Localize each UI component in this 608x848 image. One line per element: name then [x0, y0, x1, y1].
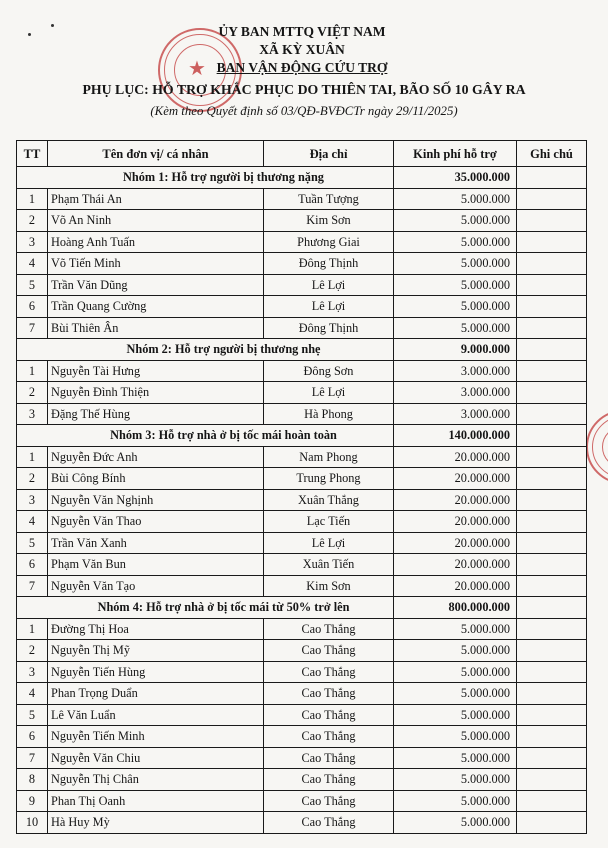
row-amount: 20.000.000	[394, 554, 517, 576]
table-row	[17, 231, 587, 253]
group-note-cell	[517, 339, 587, 361]
row-name: Nguyễn Văn Thao	[48, 511, 264, 533]
row-address: Cao Thắng	[264, 704, 394, 726]
group-total: 140.000.000	[394, 425, 517, 447]
org-name-line3: BAN VẬN ĐỘNG CỨU TRỢ	[216, 60, 388, 75]
table-row	[17, 790, 587, 812]
row-address: Cao Thắng	[264, 747, 394, 769]
row-tt: 2	[17, 210, 48, 232]
table-row	[17, 317, 587, 339]
row-note	[517, 790, 587, 812]
group-label: Nhóm 1: Hỗ trợ người bị thương nặng	[17, 167, 394, 189]
table-row	[17, 188, 587, 210]
group-header-row	[17, 425, 587, 447]
row-amount: 5.000.000	[394, 747, 517, 769]
row-tt: 2	[17, 640, 48, 662]
col-header-address: Địa chỉ	[264, 141, 394, 167]
document-subtitle: (Kèm theo Quyết định số 03/QĐ-BVĐCTr ngày 29/11/2025)	[150, 104, 458, 118]
row-note	[517, 747, 587, 769]
row-tt: 6	[17, 296, 48, 318]
row-note	[517, 231, 587, 253]
row-tt: 4	[17, 683, 48, 705]
row-amount: 5.000.000	[394, 296, 517, 318]
row-amount: 20.000.000	[394, 532, 517, 554]
table-body	[17, 167, 587, 834]
row-amount: 20.000.000	[394, 446, 517, 468]
row-address: Cao Thắng	[264, 661, 394, 683]
row-amount: 3.000.000	[394, 382, 517, 404]
row-tt: 6	[17, 554, 48, 576]
row-note	[517, 554, 587, 576]
row-amount: 5.000.000	[394, 317, 517, 339]
row-name: Hà Huy Mỳ	[48, 812, 264, 834]
row-name: Nguyễn Văn Tạo	[48, 575, 264, 597]
row-address: Cao Thắng	[264, 769, 394, 791]
row-note	[517, 726, 587, 748]
row-tt: 1	[17, 360, 48, 382]
row-name: Hoàng Anh Tuấn	[48, 231, 264, 253]
table-row	[17, 403, 587, 425]
row-address: Cao Thắng	[264, 618, 394, 640]
row-tt: 3	[17, 489, 48, 511]
row-amount: 5.000.000	[394, 253, 517, 275]
table-row	[17, 360, 587, 382]
row-name: Bùi Công Bính	[48, 468, 264, 490]
group-note-cell	[517, 425, 587, 447]
row-address: Xuân Thắng	[264, 489, 394, 511]
row-address: Lê Lợi	[264, 532, 394, 554]
row-address: Cao Thắng	[264, 812, 394, 834]
row-note	[517, 274, 587, 296]
table-row	[17, 554, 587, 576]
row-name: Nguyễn Đức Anh	[48, 446, 264, 468]
row-tt: 10	[17, 812, 48, 834]
row-amount: 5.000.000	[394, 274, 517, 296]
org-name-line1: ỦY BAN MTTQ VIỆT NAM	[218, 24, 386, 39]
group-total: 800.000.000	[394, 597, 517, 619]
table-row	[17, 575, 587, 597]
row-name: Trần Văn Xanh	[48, 532, 264, 554]
row-address: Kim Sơn	[264, 210, 394, 232]
side-seal-stamp	[586, 410, 608, 484]
group-header-row	[17, 167, 587, 189]
row-address: Lê Lợi	[264, 296, 394, 318]
row-amount: 5.000.000	[394, 726, 517, 748]
row-tt: 5	[17, 532, 48, 554]
row-name: Trần Quang Cường	[48, 296, 264, 318]
table-row	[17, 769, 587, 791]
row-name: Nguyễn Thị Chân	[48, 769, 264, 791]
row-note	[517, 188, 587, 210]
row-tt: 7	[17, 317, 48, 339]
row-tt: 4	[17, 511, 48, 533]
row-note	[517, 468, 587, 490]
col-header-tt: TT	[17, 141, 48, 167]
table-row	[17, 446, 587, 468]
row-address: Cao Thắng	[264, 790, 394, 812]
row-note	[517, 618, 587, 640]
table-row	[17, 511, 587, 533]
row-name: Đường Thị Hoa	[48, 618, 264, 640]
row-note	[517, 403, 587, 425]
row-name: Nguyễn Tiến Hùng	[48, 661, 264, 683]
table-row	[17, 618, 587, 640]
group-total: 35.000.000	[394, 167, 517, 189]
row-note	[517, 296, 587, 318]
row-amount: 5.000.000	[394, 812, 517, 834]
row-tt: 5	[17, 274, 48, 296]
scan-speck	[28, 33, 31, 36]
row-tt: 9	[17, 790, 48, 812]
table-row	[17, 210, 587, 232]
row-note	[517, 769, 587, 791]
row-amount: 5.000.000	[394, 618, 517, 640]
row-amount: 3.000.000	[394, 403, 517, 425]
row-amount: 5.000.000	[394, 210, 517, 232]
row-name: Bùi Thiên Ân	[48, 317, 264, 339]
row-address: Phương Giai	[264, 231, 394, 253]
row-note	[517, 446, 587, 468]
table-row	[17, 683, 587, 705]
row-tt: 1	[17, 618, 48, 640]
row-tt: 6	[17, 726, 48, 748]
row-name: Trần Văn Dũng	[48, 274, 264, 296]
col-header-amount: Kinh phí hỗ trợ	[394, 141, 517, 167]
row-note	[517, 210, 587, 232]
row-note	[517, 382, 587, 404]
row-address: Đông Thịnh	[264, 317, 394, 339]
row-tt: 5	[17, 704, 48, 726]
row-note	[517, 812, 587, 834]
table-row	[17, 532, 587, 554]
row-note	[517, 317, 587, 339]
row-address: Cao Thắng	[264, 640, 394, 662]
table-row	[17, 747, 587, 769]
row-amount: 20.000.000	[394, 511, 517, 533]
row-note	[517, 575, 587, 597]
row-name: Nguyễn Đình Thiện	[48, 382, 264, 404]
row-name: Võ Tiến Minh	[48, 253, 264, 275]
row-note	[517, 532, 587, 554]
row-name: Nguyễn Văn Nghịnh	[48, 489, 264, 511]
row-address: Cao Thắng	[264, 683, 394, 705]
support-table	[16, 140, 587, 834]
row-amount: 5.000.000	[394, 640, 517, 662]
row-note	[517, 489, 587, 511]
row-note	[517, 640, 587, 662]
row-address: Kim Sơn	[264, 575, 394, 597]
group-label: Nhóm 4: Hỗ trợ nhà ở bị tốc mái từ 50% trở lên	[17, 597, 394, 619]
row-name: Phan Thị Oanh	[48, 790, 264, 812]
row-amount: 5.000.000	[394, 769, 517, 791]
row-tt: 2	[17, 468, 48, 490]
group-total: 9.000.000	[394, 339, 517, 361]
row-name: Phan Trọng Duẩn	[48, 683, 264, 705]
row-amount: 20.000.000	[394, 575, 517, 597]
row-tt: 3	[17, 661, 48, 683]
group-note-cell	[517, 167, 587, 189]
row-address: Nam Phong	[264, 446, 394, 468]
table-row	[17, 296, 587, 318]
table-row	[17, 661, 587, 683]
row-name: Nguyễn Tiến Minh	[48, 726, 264, 748]
table-row	[17, 253, 587, 275]
seal-star-icon: ★	[188, 58, 206, 80]
table-row	[17, 812, 587, 834]
org-name-line2: XÃ KỲ XUÂN	[259, 42, 345, 57]
group-label: Nhóm 3: Hỗ trợ nhà ở bị tốc mái hoàn toàn	[17, 425, 394, 447]
row-amount: 5.000.000	[394, 683, 517, 705]
row-note	[517, 511, 587, 533]
row-tt: 7	[17, 575, 48, 597]
scan-speck	[51, 24, 54, 27]
row-tt: 3	[17, 403, 48, 425]
row-address: Tuần Tượng	[264, 188, 394, 210]
row-name: Phạm Thái An	[48, 188, 264, 210]
row-name: Nguyễn Văn Chiu	[48, 747, 264, 769]
row-tt: 1	[17, 446, 48, 468]
table-row	[17, 274, 587, 296]
row-name: Võ An Ninh	[48, 210, 264, 232]
row-note	[517, 253, 587, 275]
row-amount: 5.000.000	[394, 661, 517, 683]
row-tt: 8	[17, 769, 48, 791]
row-tt: 7	[17, 747, 48, 769]
row-address: Đông Thịnh	[264, 253, 394, 275]
table-row	[17, 489, 587, 511]
row-address: Lạc Tiến	[264, 511, 394, 533]
row-note	[517, 360, 587, 382]
row-address: Hà Phong	[264, 403, 394, 425]
table-row	[17, 726, 587, 748]
group-label: Nhóm 2: Hỗ trợ người bị thương nhẹ	[17, 339, 394, 361]
row-tt: 3	[17, 231, 48, 253]
group-header-row	[17, 597, 587, 619]
table-row	[17, 704, 587, 726]
row-address: Trung Phong	[264, 468, 394, 490]
row-address: Lê Lợi	[264, 382, 394, 404]
document-title: PHỤ LỤC: HỖ TRỢ KHẮC PHỤC DO THIÊN TAI, BÃO SỐ 10 GÂY RA	[82, 82, 526, 97]
row-amount: 5.000.000	[394, 704, 517, 726]
row-amount: 5.000.000	[394, 188, 517, 210]
table-row	[17, 382, 587, 404]
row-address: Đông Sơn	[264, 360, 394, 382]
row-amount: 3.000.000	[394, 360, 517, 382]
row-amount: 5.000.000	[394, 790, 517, 812]
group-header-row	[17, 339, 587, 361]
table-header-row	[17, 141, 587, 167]
row-tt: 4	[17, 253, 48, 275]
row-name: Nguyễn Thị Mỹ	[48, 640, 264, 662]
row-name: Phạm Văn Bun	[48, 554, 264, 576]
row-name: Lê Văn Luẩn	[48, 704, 264, 726]
row-amount: 20.000.000	[394, 489, 517, 511]
group-note-cell	[517, 597, 587, 619]
row-name: Nguyễn Tài Hưng	[48, 360, 264, 382]
row-note	[517, 683, 587, 705]
table-row	[17, 468, 587, 490]
row-amount: 20.000.000	[394, 468, 517, 490]
row-tt: 2	[17, 382, 48, 404]
row-address: Cao Thắng	[264, 726, 394, 748]
table-row	[17, 640, 587, 662]
row-note	[517, 661, 587, 683]
row-address: Xuân Tiến	[264, 554, 394, 576]
row-tt: 1	[17, 188, 48, 210]
row-address: Lê Lợi	[264, 274, 394, 296]
col-header-note: Ghi chú	[517, 141, 587, 167]
row-note	[517, 704, 587, 726]
row-amount: 5.000.000	[394, 231, 517, 253]
col-header-name: Tên đơn vị/ cá nhân	[48, 141, 264, 167]
row-name: Đặng Thế Hùng	[48, 403, 264, 425]
